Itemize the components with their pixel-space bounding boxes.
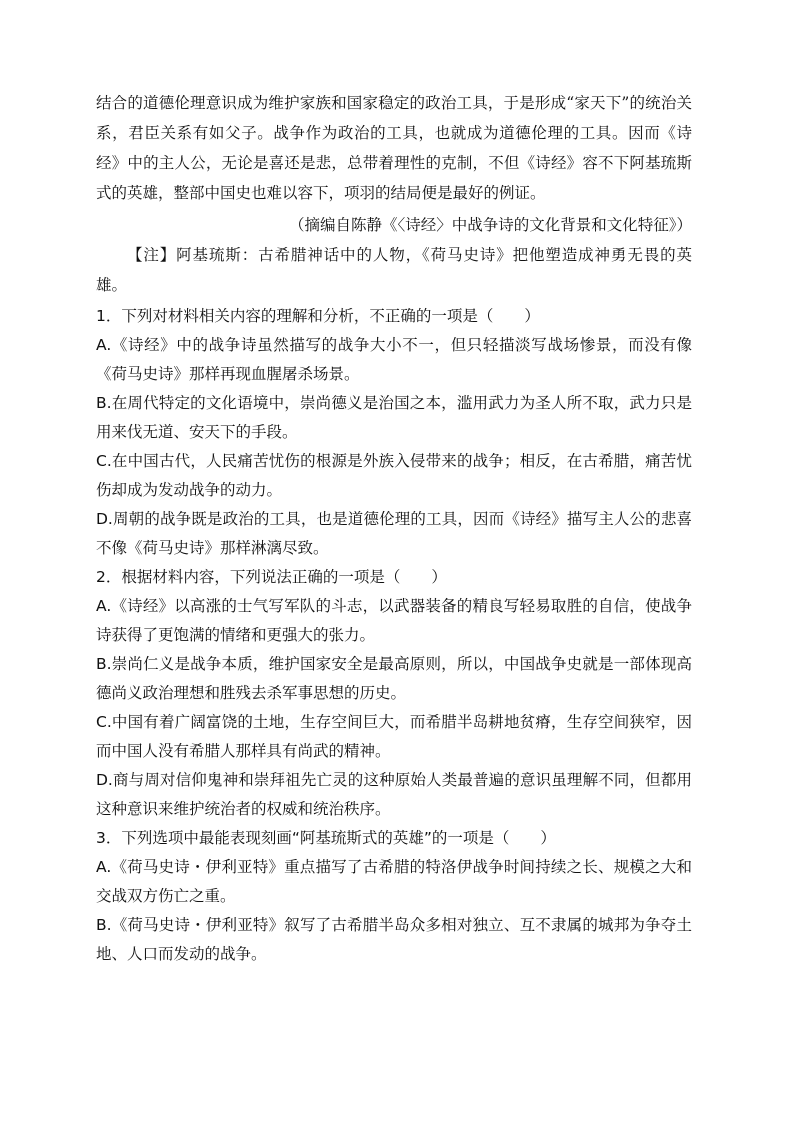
option-c: C.中国有着广阔富饶的土地，生存空间巨大，而希腊半岛耕地贫瘠，生存空间狭窄，因而中国人没有希腊人那样具有尚武的精神。 (96, 713, 692, 760)
passage-source: （摘编自陈静《〈诗经〉中战争诗的文化背景和文化特征》） (288, 216, 692, 234)
question-2 (96, 563, 692, 824)
option-d: D.周朝的战争既是政治的工具，也是道德伦理的工具，因而《诗经》描写主人公的悲喜不像《荷马史诗》那样淋漓尽致。 (96, 510, 692, 557)
question-stem: 3．下列选项中最能表现刻画“阿基琉斯式的英雄”的一项是（ ） (96, 829, 556, 847)
option-b: B.《荷马史诗・伊利亚特》叙写了古希腊半岛众多相对独立、互不隶属的城邦为争夺土地、人口而发动的战争。 (96, 916, 692, 963)
question-3 (96, 824, 692, 969)
question-stem: 2．根据材料内容，下列说法正确的一项是（ ） (96, 568, 447, 586)
option-a: A.《诗经》以高涨的士气写军队的斗志，以武器装备的精良写轻易取胜的自信，使战争诗获得了更饱满的情绪和更强大的张力。 (96, 597, 692, 644)
option-b: B.崇尚仁义是战争本质，维护国家安全是最高原则，所以，中国战争史就是一部体现高德尚义政治理想和胜残去杀军事思想的历史。 (96, 655, 692, 702)
option-b: B.在周代特定的文化语境中，崇尚德义是治国之本，滥用武力为圣人所不取，武力只是用来伐无道、安天下的手段。 (96, 394, 692, 441)
option-a: A.《诗经》中的战争诗虽然描写的战争大小不一，但只轻描淡写战场惨景，而没有像《荷马史诗》那样再现血腥屠杀场景。 (96, 336, 692, 383)
option-d: D.商与周对信仰鬼神和崇拜祖先亡灵的这种原始人类最普遍的意识虽理解不同，但都用这种意识来维护统治者的权威和统治秩序。 (96, 771, 692, 818)
question-stem: 1．下列对材料相关内容的理解和分析，不正确的一项是（ ） (96, 307, 540, 325)
question-list (96, 302, 692, 969)
passage-paragraph: 结合的道德伦理意识成为维护家族和国家稳定的政治工具，于是形成“家天下”的统治关系，君臣关系有如父子。战争作为政治的工具，也就成为道德伦理的工具。因而《诗经》中的主人公，无论是喜还是悲，总带着理性的克制，不但《诗经》容不下阿基琉斯式的英雄，整部中国史也难以容下，项羽的结局便是最好的例证。 (96, 94, 692, 202)
passage-note: 【注】阿基琉斯：古希腊神话中的人物，《荷马史诗》把他塑造成神勇无畏的英雄。 (96, 246, 692, 294)
document-page (96, 88, 692, 969)
question-1 (96, 302, 692, 563)
option-a: A.《荷马史诗・伊利亚特》重点描写了古希腊的特洛伊战争时间持续之长、规模之大和交战双方伤亡之重。 (96, 858, 692, 905)
option-c: C.在中国古代，人民痛苦忧伤的根源是外族入侵带来的战争；相反，在古希腊，痛苦忧伤却成为发动战争的动力。 (96, 452, 692, 499)
